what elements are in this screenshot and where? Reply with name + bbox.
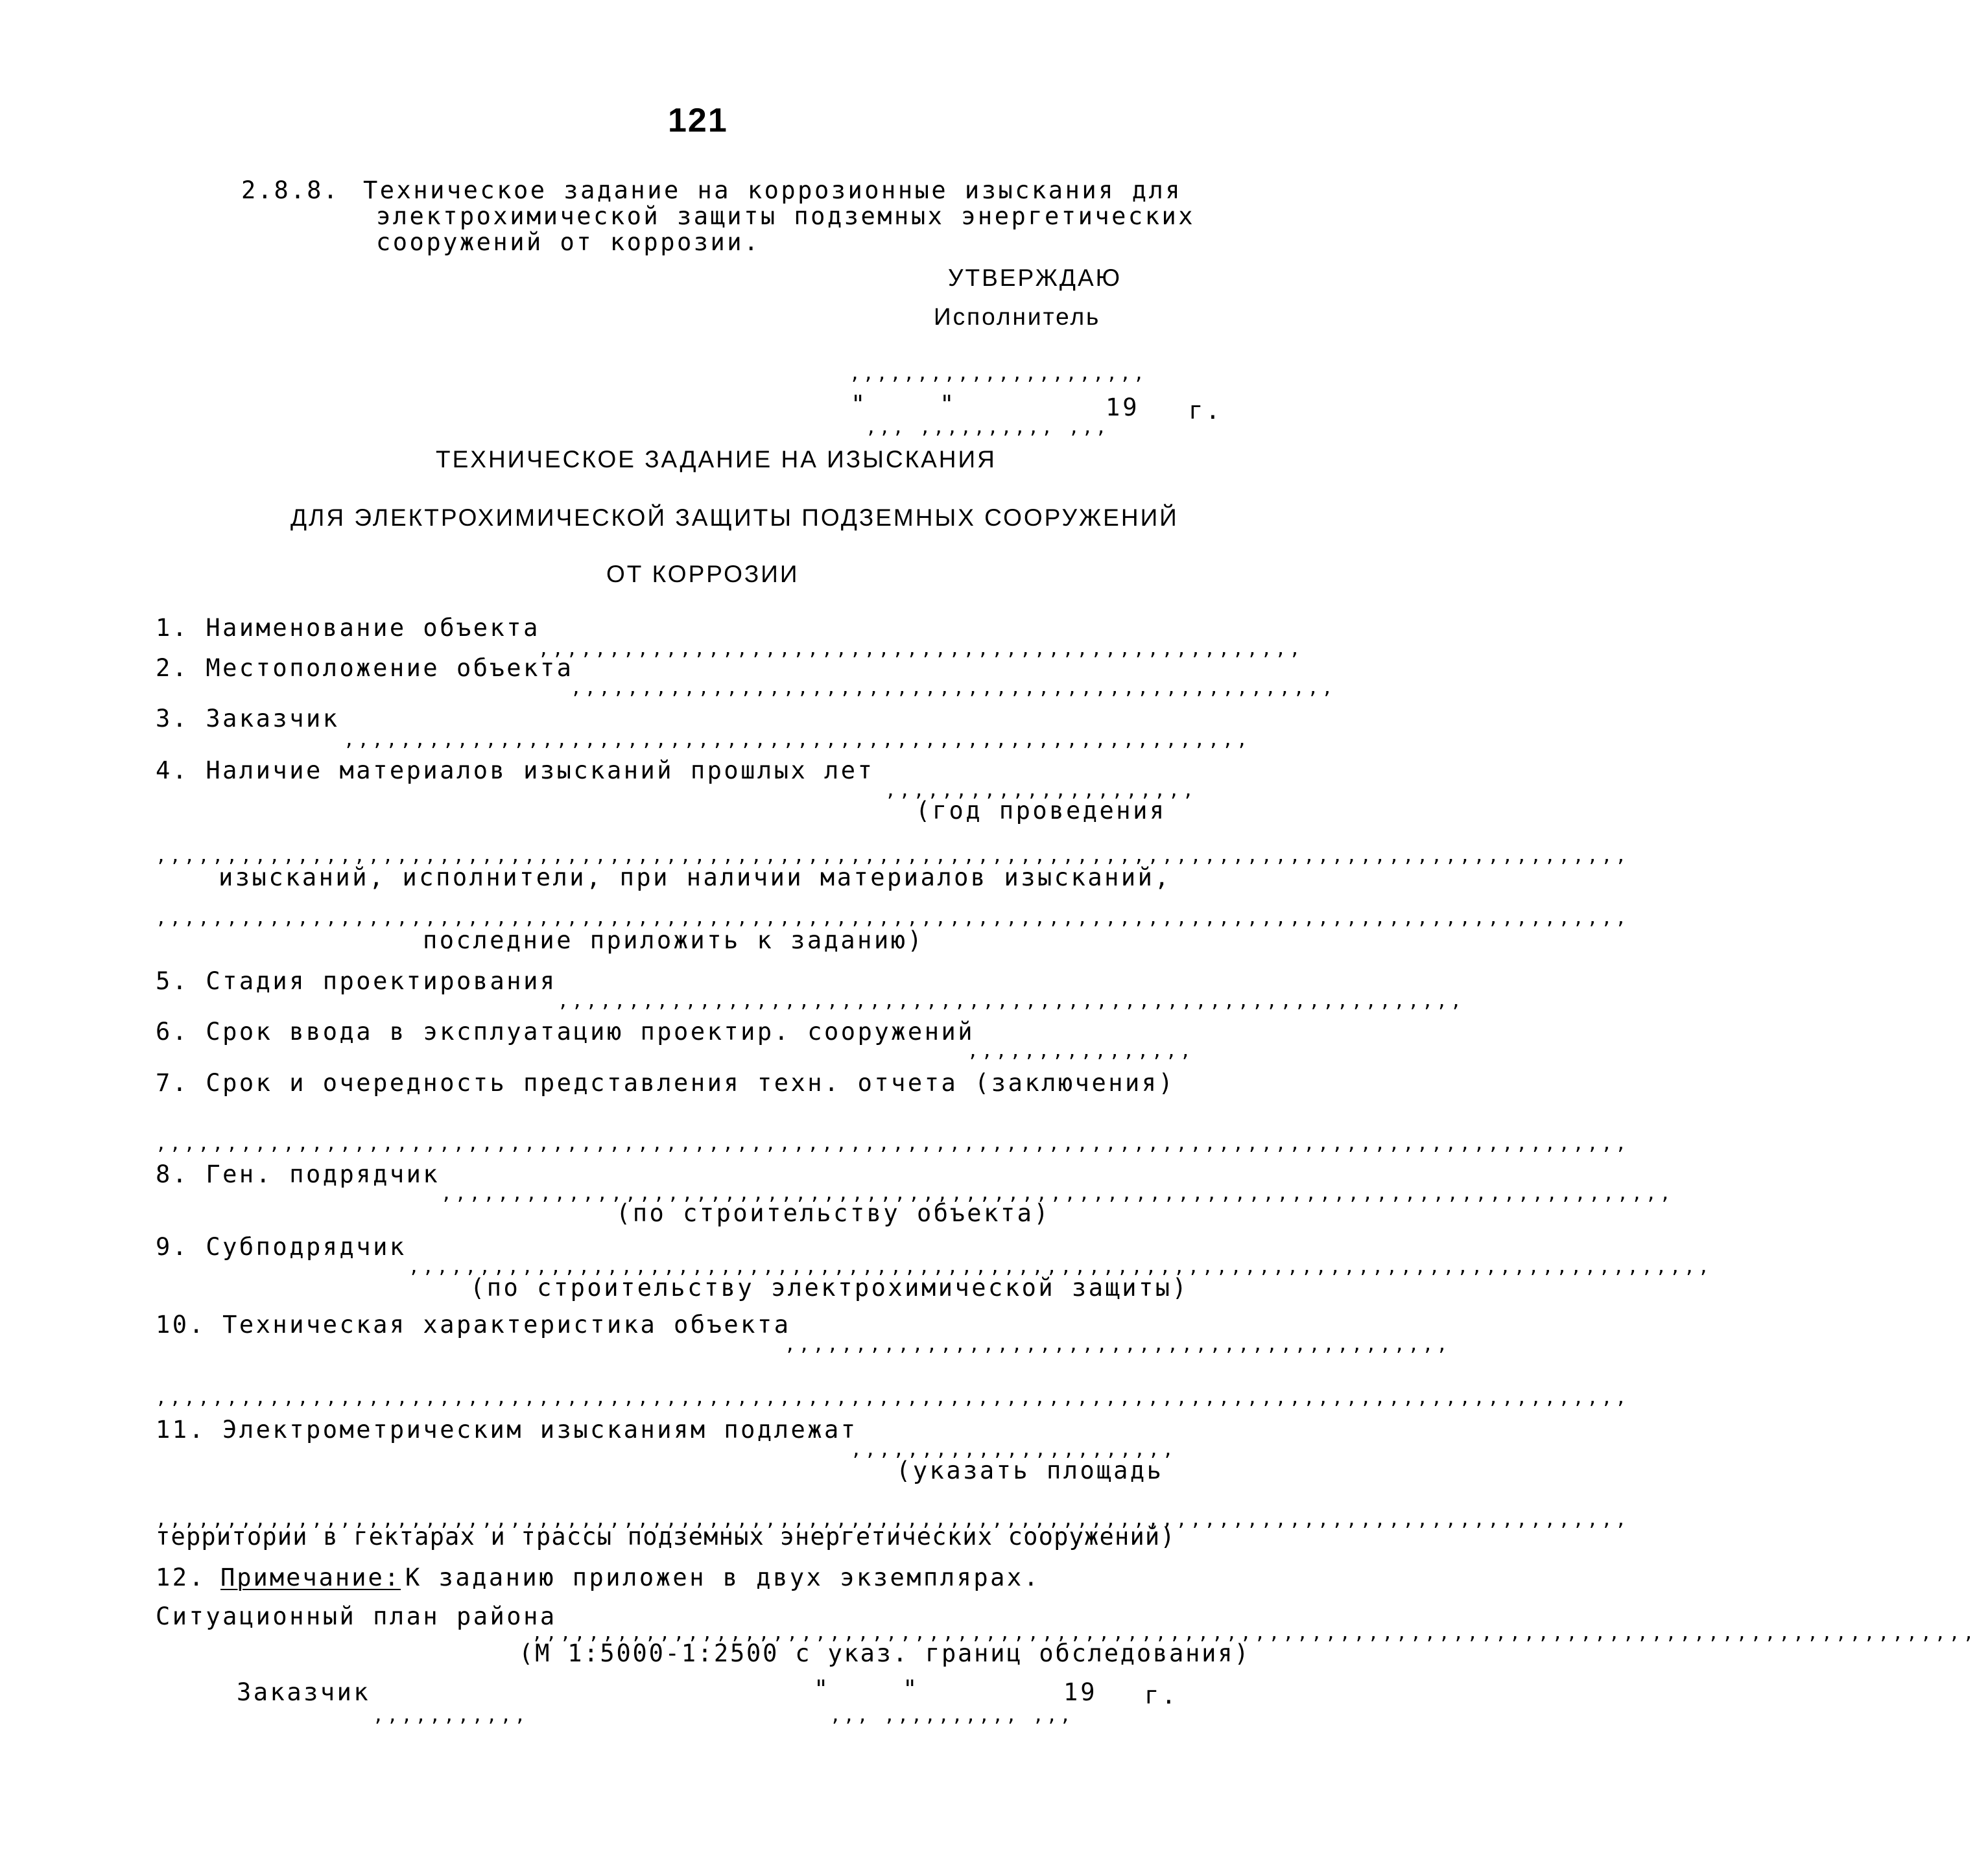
document-heading-line-3: ОТ КОРРОЗИИ — [606, 561, 799, 587]
item-5-label: 5. Стадия проектирования — [156, 967, 557, 995]
item-1-label: 1. Наименование объекта — [156, 614, 540, 642]
item-11-hint: (указать площадь — [896, 1457, 1164, 1484]
customer-quote-marks: " " — [814, 1675, 925, 1703]
approve-quote-marks: " " — [851, 390, 962, 418]
item-4-full-line-1: ,,,,,,,,,,,,,,,,,,,,,,,,,,,,,,,,,,,,,,,,,,,,,,,,,,,,,,,,,,,,,,,,,,,,,,,,,,,,,,,,,,,,,,,,,,,,,,,,,,,,,,,, — [156, 845, 1630, 866]
item-11-label: 11. Электрометрическим изысканиям подлежат — [156, 1416, 858, 1444]
note-plan-fill-line: ,,,,,,,,,,,,,,,,,,,,,,,,,,,,,,,,,,,,,,,,,,,,,,,,,,,,,,,,,,,,,,,,,,,,,,,,,,,,,,,,,,,,,,,,,,,,,,,,,,,,,, — [532, 1622, 1977, 1643]
document-heading-line-1: ТЕХНИЧЕСКОЕ ЗАДАНИЕ НА ИЗЫСКАНИЯ — [436, 446, 997, 473]
item-10-full-line: ,,,,,,,,,,,,,,,,,,,,,,,,,,,,,,,,,,,,,,,,,,,,,,,,,,,,,,,,,,,,,,,,,,,,,,,,,,,,,,,,,,,,,,,,,,,,,,,,,,,,,,,, — [156, 1387, 1630, 1408]
approve-year-suffix: г. — [1189, 397, 1223, 425]
page-number: 121 — [668, 102, 728, 139]
approve-signature-line: ,,,,,,,,,,,,,,,,,,,,,, — [849, 362, 1147, 384]
customer-sign-line: ,,,,,,,,,,, — [373, 1704, 529, 1726]
customer-label: Заказчик — [237, 1678, 371, 1706]
item-2-label: 2. Местоположение объекта — [156, 654, 574, 682]
item-4-hint: (год проведения — [916, 797, 1166, 825]
item-6-fill-line: ,,,,,,,,,,,,,,,, — [967, 1040, 1194, 1061]
item-9-fill-line: ,,,,,,,,,,,,,,,,,,,,,,,,,,,,,,,,,,,,,,,,,,,,,,,,,,,,,,,,,,,,,,,,,,,,,,,,,,,,,,,,,,,,,,,,,,,, — [408, 1256, 1712, 1277]
note-plan-label: Ситуационный план района — [156, 1602, 557, 1630]
section-title-line-1: Техническое задание на коррозионные изыскания для — [363, 176, 1183, 204]
item-6-label: 6. Срок ввода в эксплуатацию проектир. сооружений — [156, 1018, 975, 1046]
approve-label: УТВЕРЖДАЮ — [948, 264, 1122, 291]
item-8-fill-line: ,,,,,,,,,,,,,,,,,,,,,,,,,,,,,,,,,,,,,,,,,,,,,,,,,,,,,,,,,,,,,,,,,,,,,,,,,,,,,,,,,,,,,,, — [441, 1182, 1674, 1204]
item-8-hint: (по строительству объекта) — [616, 1199, 1051, 1227]
document-heading-line-2: ДЛЯ ЭЛЕКТРОХИМИЧЕСКОЙ ЗАЩИТЫ ПОДЗЕМНЫХ СООРУЖЕНИЙ — [290, 504, 1179, 531]
item-4-hint-2: изысканий, исполнители, при наличии материалов изысканий, — [219, 863, 1172, 891]
item-7-full-line: ,,,,,,,,,,,,,,,,,,,,,,,,,,,,,,,,,,,,,,,,,,,,,,,,,,,,,,,,,,,,,,,,,,,,,,,,,,,,,,,,,,,,,,,,,,,,,,,,,,,,,,,, — [156, 1132, 1630, 1154]
item-10-fill-line: ,,,,,,,,,,,,,,,,,,,,,,,,,,,,,,,,,,,,,,,,,,,,,,, — [785, 1333, 1451, 1355]
note-text: К заданию приложен в двух экземплярах. — [405, 1564, 1041, 1591]
item-2-fill-line: ,,,,,,,,,,,,,,,,,,,,,,,,,,,,,,,,,,,,,,,,,,,,,,,,,,,,,, — [571, 677, 1336, 698]
section-title-line-2: электрохимической защиты подземных энергетических — [376, 202, 1196, 230]
item-5-fill-line: ,,,,,,,,,,,,,,,,,,,,,,,,,,,,,,,,,,,,,,,,,,,,,,,,,,,,,,,,,,,,,,,, — [558, 990, 1465, 1011]
section-number: 2.8.8. — [241, 176, 340, 204]
item-11-hint-2: территории в гектарах и трассы подземных энергетических сооружений) — [156, 1523, 1176, 1551]
item-9-label: 9. Субподрядчик — [156, 1233, 407, 1261]
item-10-label: 10. Техническая характеристика объекта — [156, 1311, 791, 1339]
item-11-fill-line: ,,,,,,,,,,,,,,,,,,,,,,, — [851, 1438, 1177, 1460]
note-number: 12. — [156, 1564, 206, 1591]
item-4-hint-3: последние приложить к заданию) — [423, 926, 925, 954]
item-11-full-line: ,,,,,,,,,,,,,,,,,,,,,,,,,,,,,,,,,,,,,,,,,,,,,,,,,,,,,,,,,,,,,,,,,,,,,,,,,,,,,,,,,,,,,,,,,,,,,,,,,,,,,,,, — [156, 1508, 1630, 1530]
approve-year: 19 — [1106, 393, 1140, 421]
item-8-label: 8. Ген. подрядчик — [156, 1160, 440, 1188]
item-7-label: 7. Срок и очередность представления техн. отчета (заключения) — [156, 1069, 1176, 1097]
customer-date-line: ,,, ,,,,,,,,,, ,,, — [830, 1704, 1074, 1726]
section-title-line-3: сооружений от коррозии. — [376, 228, 761, 256]
item-3-label: 3. Заказчик — [156, 705, 340, 733]
item-9-hint: (по строительству электрохимической защиты) — [470, 1274, 1189, 1302]
item-4-fill-line: ,,,,,,,,,,,,,,,,,,,,,, — [885, 779, 1197, 801]
customer-year: 19 — [1063, 1678, 1098, 1706]
customer-year-suffix: г. — [1144, 1682, 1179, 1709]
item-1-fill-line: ,,,,,,,,,,,,,,,,,,,,,,,,,,,,,,,,,,,,,,,,,,,,,,,,,,,,,, — [538, 638, 1304, 659]
approve-date-line: ,,, ,,,,,,,,,, ,,, — [866, 416, 1109, 438]
item-4-label: 4. Наличие материалов изысканий прошлых лет — [156, 756, 875, 784]
item-3-fill-line: ,,,,,,,,,,,,,,,,,,,,,,,,,,,,,,,,,,,,,,,,,,,,,,,,,,,,,,,,,,,,,,,, — [344, 729, 1251, 750]
note-plan-hint: (М 1:5000-1:2500 с указ. границ обследования) — [519, 1639, 1251, 1667]
approve-role: Исполнитель — [934, 303, 1101, 330]
item-4-full-line-2: ,,,,,,,,,,,,,,,,,,,,,,,,,,,,,,,,,,,,,,,,,,,,,,,,,,,,,,,,,,,,,,,,,,,,,,,,,,,,,,,,,,,,,,,,,,,,,,,,,,,,,,,, — [156, 907, 1630, 928]
note-label: Примечание: — [220, 1564, 401, 1591]
